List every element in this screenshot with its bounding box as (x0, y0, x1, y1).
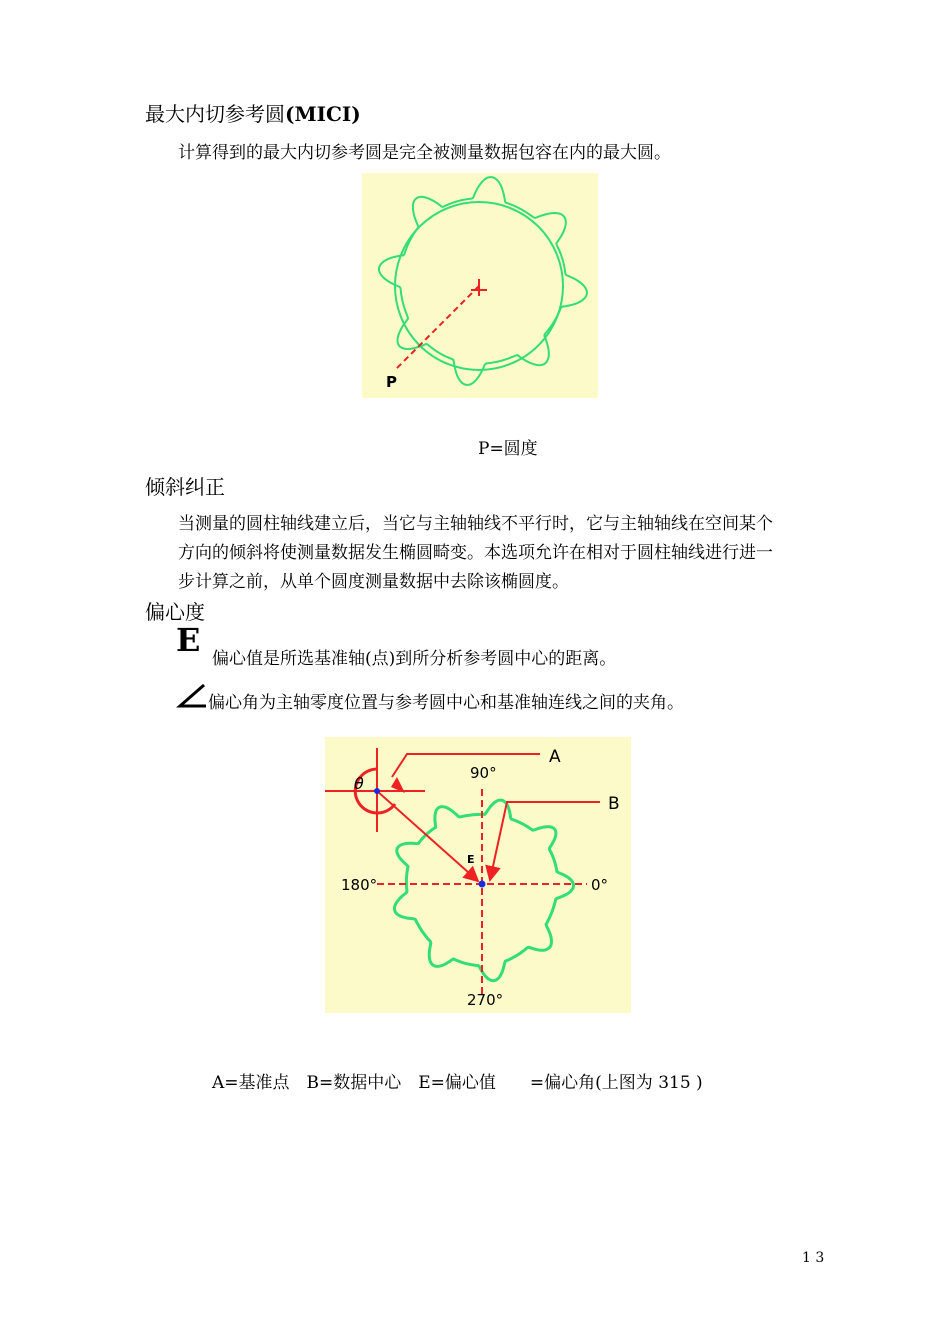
label-180: 180° (341, 876, 378, 894)
label-270: 270° (467, 991, 504, 1009)
tilt-line: 步计算之前，从单个圆度测量数据中去除该椭圆度。 (178, 572, 569, 592)
eccentricity-figure (325, 737, 631, 1013)
datum-point (374, 788, 380, 794)
data-center-point (479, 881, 486, 888)
tilt-line: 方向的倾斜将使测量数据发生椭圆畸变。本选项允许在相对于圆柱轴线进行进一 (178, 543, 773, 563)
section-heading-mici (145, 98, 361, 127)
label-e: E (467, 853, 475, 866)
mici-paragraph: 计算得到的最大内切参考圆是完全被测量数据包容在内的最大圆。 (178, 143, 671, 163)
label-90: 90° (470, 764, 497, 782)
label-b: B (608, 794, 620, 814)
section-heading-tilt: 倾斜纠正 (145, 475, 225, 499)
angle-icon (176, 682, 208, 710)
eccentricity-angle-text: 偏心角为主轴零度位置与参考圆中心和基准轴连线之间的夹角。 (208, 693, 684, 713)
label-a: A (549, 747, 561, 767)
label-theta: θ (354, 774, 364, 793)
eccentricity-value-text: 偏心值是所选基准轴(点)到所分析参考圆中心的距离。 (212, 649, 617, 669)
tilt-line: 当测量的圆柱轴线建立后，当它与主轴轴线不平行时，它与主轴轴线在空间某个 (178, 514, 773, 534)
label-0: 0° (591, 876, 609, 894)
mici-caption: P=圆度 (478, 439, 538, 459)
eccentricity-caption: A=基准点 B=数据中心 E=偏心值 =偏心角(上图为 315 ) (212, 1073, 703, 1093)
eccentricity-diagram (325, 737, 631, 1013)
heading-abbr: (MICI) (285, 102, 361, 126)
tilt-paragraph (178, 510, 773, 597)
heading-text: 最大内切参考圆 (145, 102, 285, 126)
mici-diagram (362, 173, 598, 398)
section-heading-eccentricity: 偏心度 (145, 600, 205, 624)
mici-figure (362, 173, 598, 398)
e-symbol: E (176, 621, 201, 659)
label-p: P (386, 373, 397, 391)
page-number: 1 3 (802, 1250, 825, 1266)
